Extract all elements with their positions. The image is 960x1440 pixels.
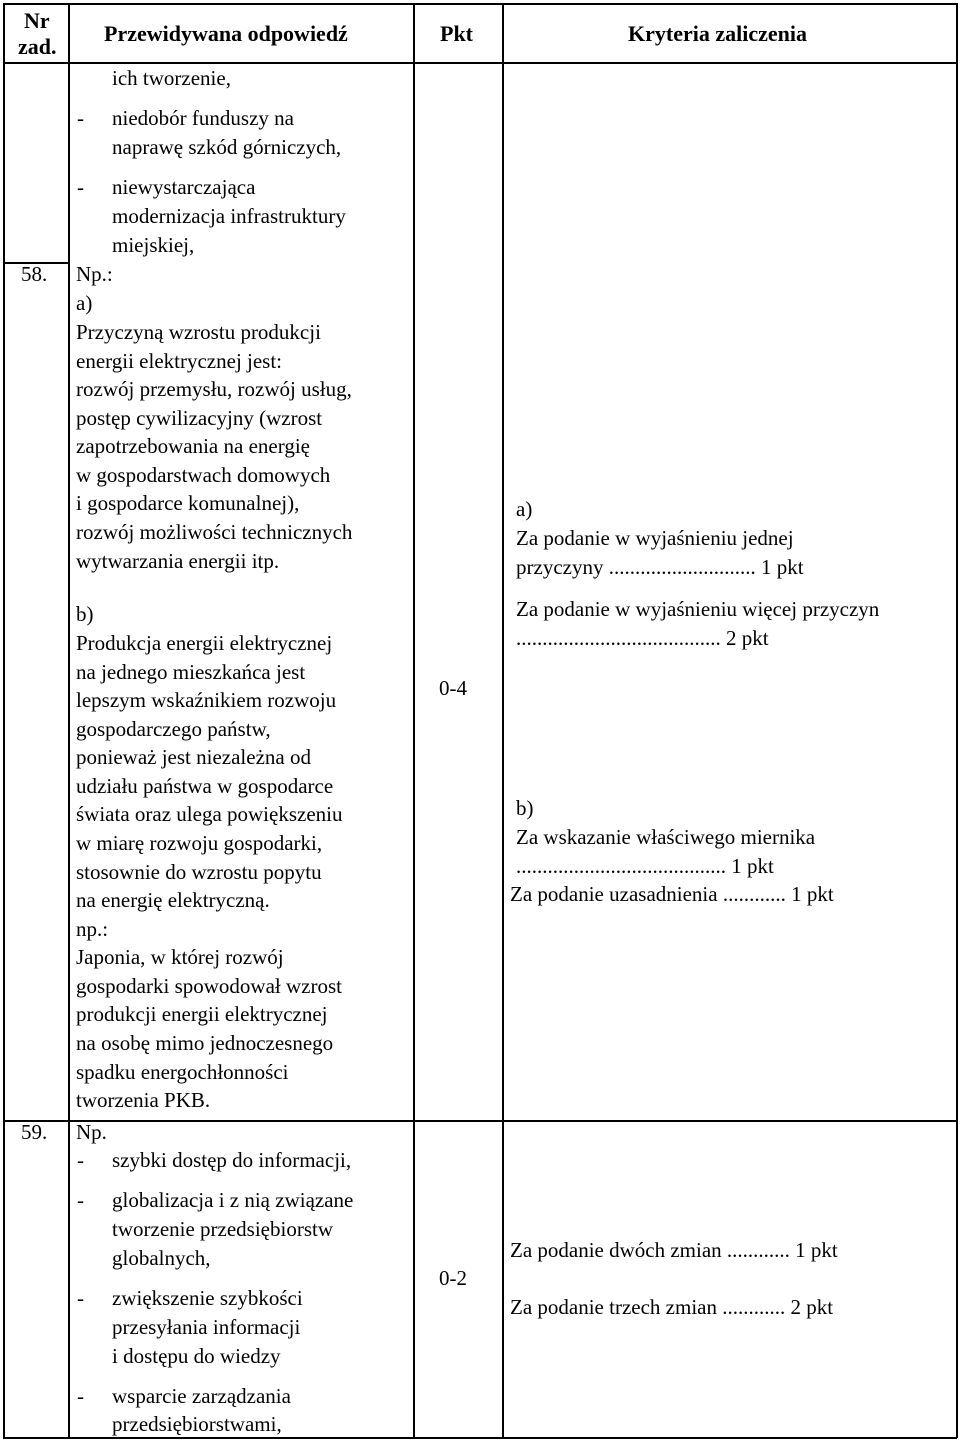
header-points: Pkt (440, 21, 473, 46)
continuation-line: ich tworzenie, (112, 66, 231, 90)
task58-points: 0-4 (439, 676, 467, 700)
col-divider-criteria (502, 3, 504, 1438)
table-left-border (3, 3, 5, 1438)
criteria-line: przyczyny ............................ 1 pkt (516, 555, 804, 579)
table-top-border (3, 3, 957, 5)
answer-line: tworzenia PKB. (76, 1088, 211, 1112)
bullet-line: miejskiej, (112, 233, 195, 257)
header-answer: Przewidywana odpowiedź (104, 21, 348, 46)
answer-line: i gospodarce komunalnej), (76, 491, 300, 515)
bullet-line: i dostępu do wiedzy (112, 1344, 281, 1368)
answer-line: rozwój przemysłu, rozwój usług, (76, 377, 352, 401)
criteria-line: Za podanie uzasadnienia ............ 1 pkt (510, 882, 834, 906)
bullet-line: globalizacja i z nią związane (112, 1188, 354, 1212)
answer-line: na osobę mimo jednoczesnego (76, 1031, 334, 1055)
answer-line: rozwój możliwości technicznych (76, 520, 353, 544)
answer-line: w gospodarstwach domowych (76, 463, 331, 487)
task58-part-b-label: b) (76, 602, 94, 626)
bullet-line: modernizacja infrastruktury (112, 204, 346, 228)
answer-line: na energię elektryczną. (76, 888, 270, 912)
bullet-dash: - (77, 106, 84, 130)
row-separator-59 (3, 1120, 957, 1122)
answer-line: Produkcja energii elektrycznej (76, 631, 333, 655)
bullet-line: zwiększenie szybkości (112, 1286, 303, 1310)
header-nr-line2: zad. (18, 34, 57, 59)
criteria-line: ....................................... 2 pkt (516, 626, 769, 650)
task-number-58: 58. (21, 262, 48, 286)
col-divider-answer (68, 3, 70, 1438)
answer-line: produkcji energii elektrycznej (76, 1002, 328, 1026)
task58-part-a-label: a) (76, 291, 93, 315)
answer-line: świata oraz ulega powiększeniu (76, 802, 343, 826)
bullet-dash: - (77, 1286, 84, 1310)
answer-line: lepszym wskaźnikiem rozwoju (76, 688, 337, 712)
answer-line: stosownie do wzrostu popytu (76, 860, 322, 884)
answer-line: np.: (76, 917, 109, 941)
answer-line: wytwarzania energii itp. (76, 549, 280, 573)
task59-points: 0-2 (439, 1266, 467, 1290)
answer-line: postęp cywilizacyjny (wzrost (76, 406, 323, 430)
header-nr-line1: Nr (24, 8, 50, 33)
answer-line: zapotrzebowania na energię (76, 434, 310, 458)
criteria-line: Za podanie dwóch zmian ............ 1 pkt (510, 1238, 838, 1262)
col-divider-points (413, 3, 415, 1438)
header-criteria: Kryteria zaliczenia (628, 21, 807, 46)
task59-intro: Np. (76, 1120, 107, 1144)
answer-line: w miarę rozwoju gospodarki, (76, 831, 323, 855)
bullet-line: wsparcie zarządzania (112, 1384, 291, 1408)
answer-line: gospodarki spowodował wzrost (76, 974, 342, 998)
task-number-59: 59. (21, 1120, 48, 1144)
bullet-line: globalnych, (112, 1246, 211, 1270)
bullet-line: niedobór funduszy na (112, 106, 294, 130)
bullet-line: szybki dostęp do informacji, (112, 1148, 352, 1172)
task58-criteria-b-label: b) (516, 796, 534, 820)
criteria-line: Za podanie w wyjaśnieniu jednej (516, 526, 794, 550)
answer-line: energii elektrycznej jest: (76, 349, 283, 373)
answer-line: udziału państwa w gospodarce (76, 774, 334, 798)
criteria-line: ........................................ 1 pkt (516, 854, 774, 878)
bullet-line: niewystarczająca (112, 175, 256, 199)
bullet-line: przesyłania informacji (112, 1315, 301, 1339)
answer-line: na jednego mieszkańca jest (76, 660, 306, 684)
bullet-line: tworzenie przedsiębiorstw (112, 1217, 334, 1241)
bullet-line: przedsiębiorstwami, (112, 1412, 282, 1436)
criteria-line: Za wskazanie właściwego miernika (516, 825, 816, 849)
answer-line: ponieważ jest niezależna od (76, 745, 311, 769)
task58-intro: Np.: (76, 262, 113, 286)
bullet-dash: - (77, 175, 84, 199)
answer-line: spadku energochłonności (76, 1060, 289, 1084)
bullet-dash: - (77, 1384, 84, 1408)
answer-line: Japonia, w której rozwój (76, 945, 284, 969)
bullet-dash: - (77, 1148, 84, 1172)
table-right-border (956, 3, 958, 1438)
task58-criteria-a-label: a) (516, 497, 533, 521)
criteria-line: Za podanie w wyjaśnieniu więcej przyczyn (516, 597, 880, 621)
header-bottom-border (3, 62, 957, 64)
answer-line: gospodarczego państw, (76, 717, 271, 741)
table-bottom-border (3, 1437, 957, 1439)
bullet-line: naprawę szkód górniczych, (112, 135, 342, 159)
bullet-dash: - (77, 1188, 84, 1212)
criteria-line: Za podanie trzech zmian ............ 2 pkt (510, 1295, 834, 1319)
answer-line: Przyczyną wzrostu produkcji (76, 320, 321, 344)
